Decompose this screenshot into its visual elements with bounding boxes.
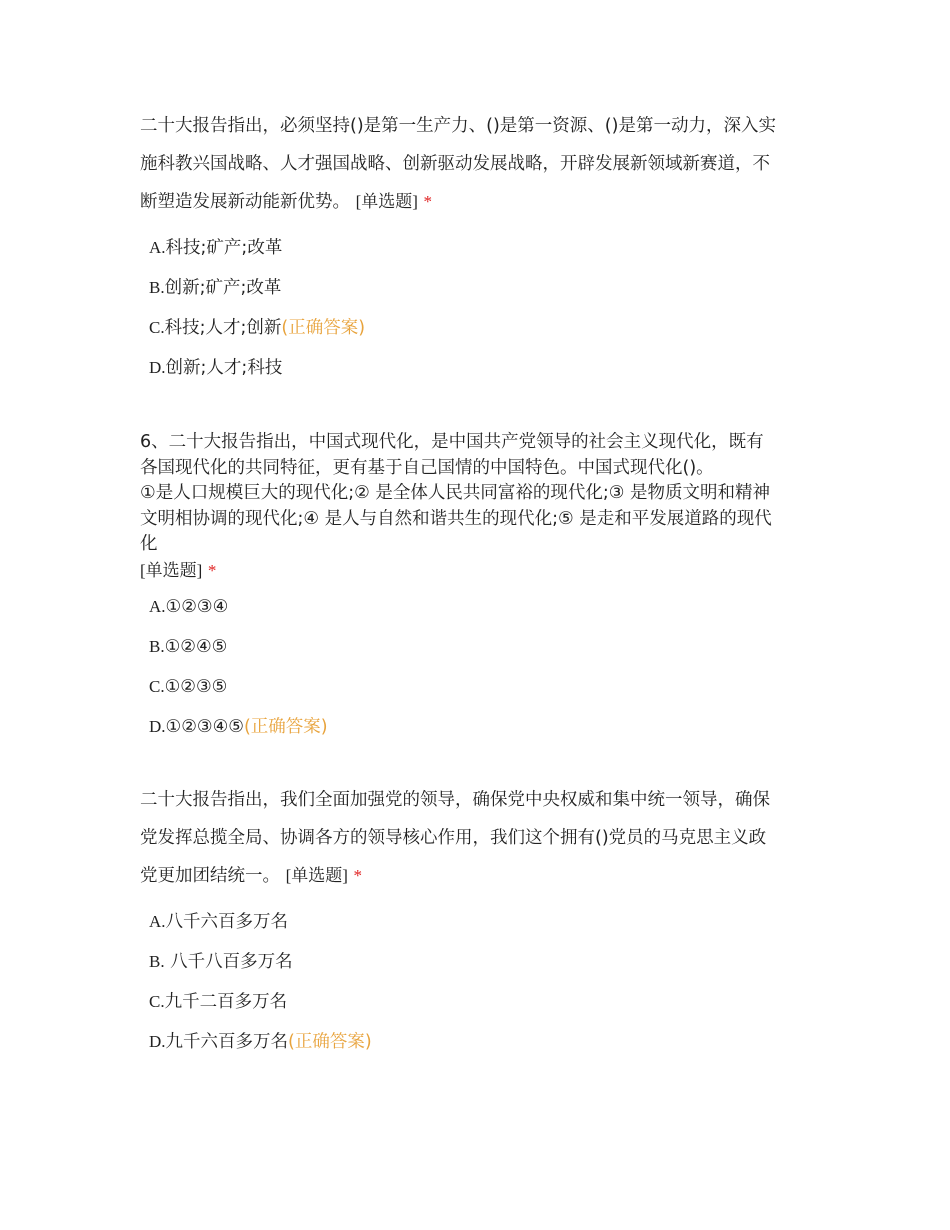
option-text: ①②③⑤ xyxy=(164,677,228,697)
required-mark: * xyxy=(423,192,432,211)
option-text: 九千六百多万名 xyxy=(165,1032,289,1052)
question-text-segment: 党更加团结统一。 xyxy=(140,866,280,886)
question-1 xyxy=(140,107,815,388)
option-letter: D. xyxy=(149,358,166,377)
question-2 xyxy=(140,430,815,747)
question-text-line: 党发挥总揽全局、协调各方的领导核心作用，我们这个拥有()党员的马克思主义政 xyxy=(140,828,767,848)
option-letter: D. xyxy=(149,717,166,736)
option-text: 科技;人才;创新 xyxy=(164,318,282,338)
option-c[interactable] xyxy=(140,308,815,348)
option-letter: A. xyxy=(149,597,166,616)
option-c[interactable] xyxy=(140,982,815,1022)
option-d[interactable] xyxy=(140,1022,815,1062)
question-type-tag: [单选题] xyxy=(285,866,348,885)
option-d[interactable] xyxy=(140,707,815,747)
question-text-line: 化 xyxy=(140,534,158,554)
question-text-line-last xyxy=(140,857,815,895)
option-letter: B. xyxy=(149,952,165,971)
option-c[interactable] xyxy=(140,667,815,707)
question-text-line: 施科教兴国战略、人才强国战略、创新驱动发展战略，开辟发展新领域新赛道，不 xyxy=(140,154,770,174)
option-d[interactable] xyxy=(140,348,815,388)
option-letter: C. xyxy=(149,992,165,1011)
option-a[interactable] xyxy=(140,587,815,627)
question-text-line: 6、二十大报告指出，中国式现代化，是中国共产党领导的社会主义现代化，既有 xyxy=(140,432,764,452)
option-letter: B. xyxy=(149,278,165,297)
option-b[interactable] xyxy=(140,268,815,308)
option-text: ①②④⑤ xyxy=(164,637,228,657)
question-2-text xyxy=(140,430,815,584)
option-letter: D. xyxy=(149,1032,166,1051)
question-text-line: 二十大报告指出，必须坚持()是第一生产力、()是第一资源、()是第一动力，深入实 xyxy=(140,116,776,136)
question-3-text xyxy=(140,781,815,895)
option-letter: A. xyxy=(149,912,166,931)
option-b[interactable] xyxy=(140,627,815,667)
correct-answer-tag: (正确答案) xyxy=(288,1032,372,1052)
question-text-line: ①是人口规模巨大的现代化;② 是全体人民共同富裕的现代化;③ 是物质文明和精神 xyxy=(140,483,770,503)
option-text: 创新;人才;科技 xyxy=(165,358,283,378)
option-list xyxy=(140,587,815,747)
question-text-segment: 断塑造发展新动能新优势。 xyxy=(140,192,350,212)
question-1-text xyxy=(140,107,815,221)
option-a[interactable] xyxy=(140,228,815,268)
option-text: 八千六百多万名 xyxy=(165,912,289,932)
required-mark: * xyxy=(207,560,217,580)
option-text: 科技;矿产;改革 xyxy=(165,238,283,258)
required-mark: * xyxy=(353,866,362,885)
question-type-tag: [单选题] xyxy=(140,560,203,580)
option-list xyxy=(140,902,815,1062)
option-letter: C. xyxy=(149,677,165,696)
question-text-line: 各国现代化的共同特征，更有基于自己国情的中国特色。中国式现代化()。 xyxy=(140,457,714,478)
option-text: 创新;矿产;改革 xyxy=(164,278,282,298)
question-text-line-last xyxy=(140,183,815,221)
correct-answer-tag: (正确答案) xyxy=(243,717,328,737)
option-letter: B. xyxy=(149,637,165,656)
option-list xyxy=(140,228,815,388)
question-type-tag: [单选题] xyxy=(355,192,418,211)
correct-answer-tag: (正确答案) xyxy=(281,318,366,338)
question-type-line xyxy=(140,558,815,585)
option-text: 八千八百多万名 xyxy=(164,952,293,972)
option-letter: A. xyxy=(149,238,166,257)
option-b[interactable] xyxy=(140,942,815,982)
question-3 xyxy=(140,781,815,1062)
option-a[interactable] xyxy=(140,902,815,942)
option-text: 九千二百多万名 xyxy=(164,992,288,1012)
question-text-line: 二十大报告指出，我们全面加强党的领导，确保党中央权威和集中统一领导，确保 xyxy=(140,790,770,810)
option-letter: C. xyxy=(149,318,165,337)
option-text: ①②③④ xyxy=(165,597,229,617)
option-text: ①②③④⑤ xyxy=(165,717,244,737)
question-text-line: 文明相协调的现代化;④ 是人与自然和谐共生的现代化;⑤ 是走和平发展道路的现代 xyxy=(140,508,772,529)
